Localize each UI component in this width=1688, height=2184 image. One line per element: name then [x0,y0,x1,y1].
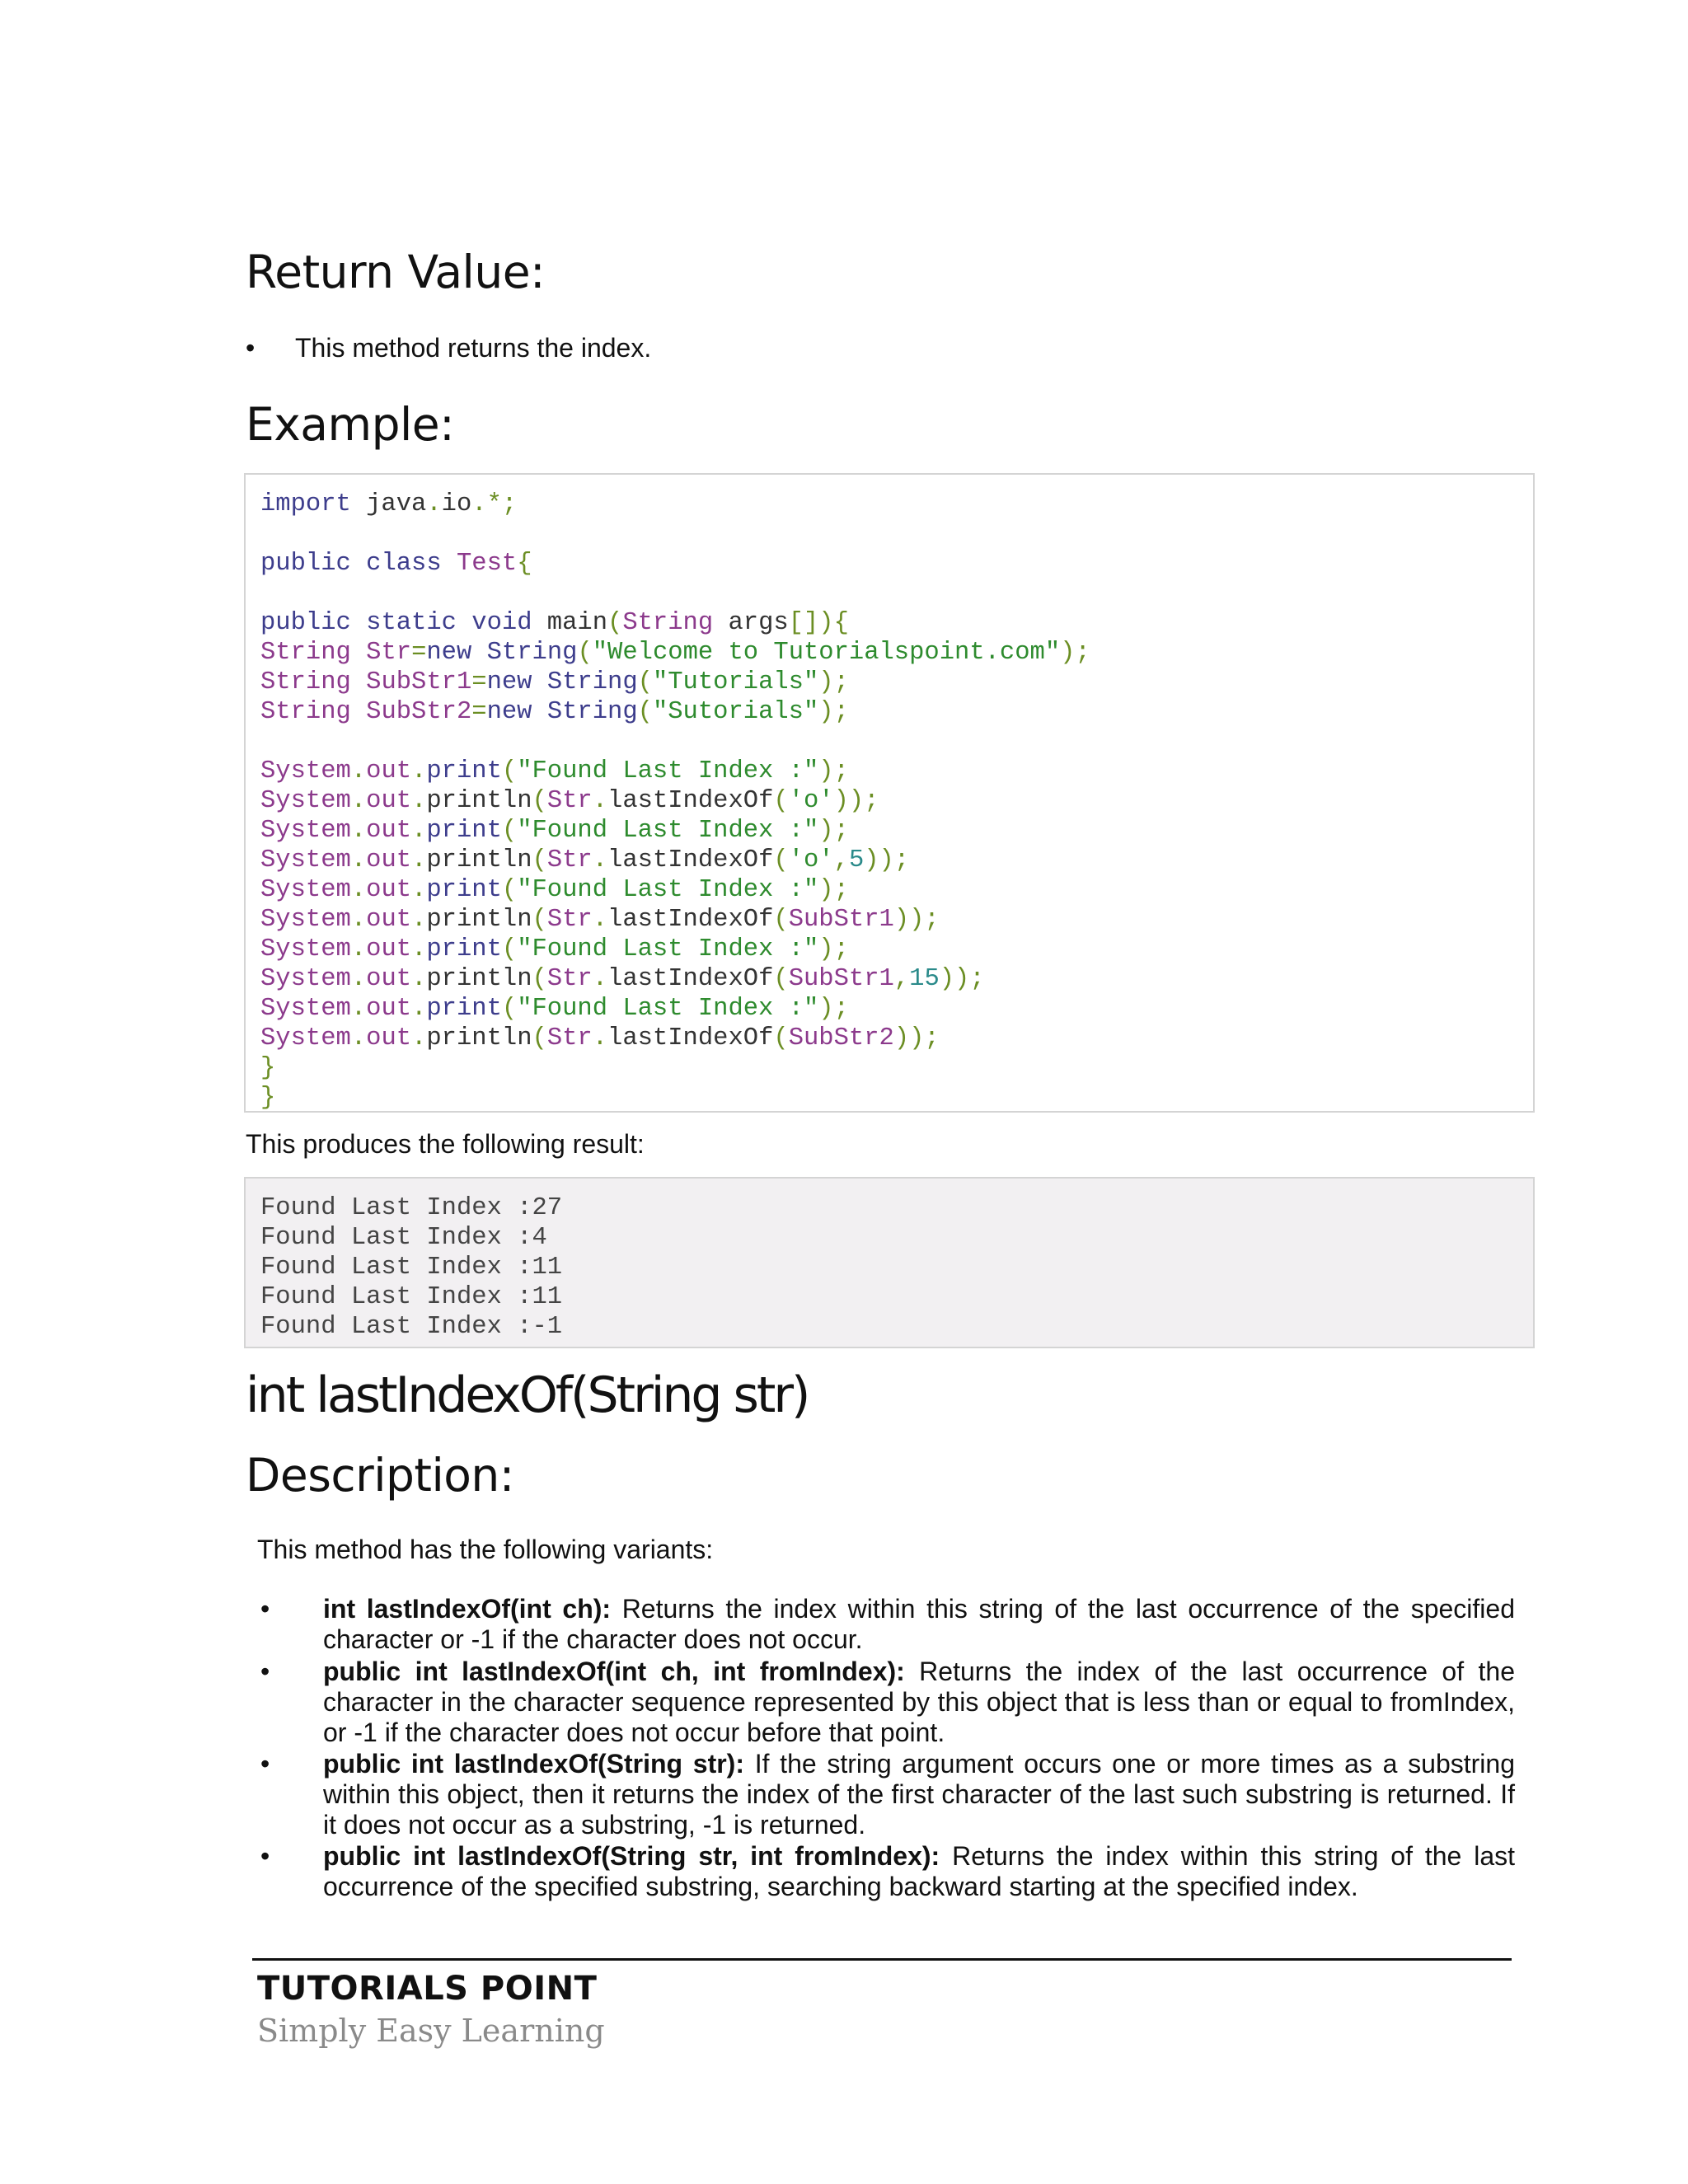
code-token: "Found Last Index :" [517,995,819,1023]
code-token: Str [366,639,412,667]
code-token: ( [773,1024,789,1052]
code-token: ( [577,639,593,667]
code-token: ); [818,876,849,904]
variant-description: Returns the index within this string of the last occurrence of the specified substring, searching backward starting at the specified index. [323,1841,1516,1901]
code-token: System [260,757,351,785]
code-token: . [350,876,367,904]
code-token: print [426,935,502,963]
code-token [442,550,457,578]
code-token: . [350,846,367,874]
result-line: Found Last Index :4 [260,1224,547,1252]
return-bullet-text: This method returns the index. [295,333,652,363]
code-token: . [350,965,367,993]
code-token: "Found Last Index :" [517,757,819,785]
code-token: import [260,490,351,518]
code-line [260,697,1533,727]
code-token: . [350,817,367,845]
variant-signature: int lastIndexOf(int ch): [323,1594,612,1624]
code-token: out [366,906,412,934]
code-token: ( [773,787,789,815]
footer-brand: TUTORIALS POINT [257,1970,598,2008]
code-token: out [366,787,412,815]
code-token: ); [818,757,849,785]
code-token: , [893,965,910,993]
code-token: . [411,906,427,934]
code-token: ( [637,668,653,696]
code-token: void [471,609,532,637]
code-token: "Found Last Index :" [517,935,819,963]
code-token: 15 [909,965,940,993]
code-token: . [411,787,427,815]
code-token: . [350,787,367,815]
code-token: )); [893,906,940,934]
code-token: , [833,846,849,874]
code-token [471,639,486,667]
code-token: String [260,698,351,726]
code-token: ( [532,965,547,993]
code-token: out [366,846,412,874]
return-bullet [246,333,652,363]
bullet-dot: • [260,1841,270,1871]
code-token: ); [1060,639,1090,667]
code-token: ( [773,906,789,934]
variant-item [323,1657,1515,1748]
code-token: "Found Last Index :" [517,876,819,904]
code-line [260,935,1533,964]
code-token: = [471,668,487,696]
code-token: System [260,787,351,815]
code-token: System [260,817,351,845]
code-token: io [441,490,472,518]
code-token: } [260,1054,276,1082]
code-token: . [592,846,608,874]
code-token: System [260,935,351,963]
code-line [260,608,1533,638]
code-token: out [366,876,412,904]
code-line [260,668,1533,697]
code-token: lastIndexOf [607,1024,774,1052]
code-token: )); [833,787,879,815]
code-line [260,638,1533,668]
code-token: . [411,995,427,1023]
code-line [260,757,1533,786]
code-token: . [350,906,367,934]
code-token: . [411,757,427,785]
code-token: ( [501,995,518,1023]
code-token: print [426,995,502,1023]
code-token [351,698,366,726]
code-token: )); [893,1024,940,1052]
variant-signature: public int lastIndexOf(String str, int fromIndex): [323,1841,940,1871]
code-token: SubStr1 [366,668,472,696]
code-token: Test [456,550,518,578]
code-line [260,727,1533,757]
code-token: . [411,817,427,845]
code-token: new [486,668,532,696]
code-token: public [260,550,351,578]
result-line: Found Last Index :11 [260,1283,563,1311]
code-token: . [411,965,427,993]
code-token: . [411,935,427,963]
variant-item [323,1749,1515,1840]
code-token: . [411,846,427,874]
code-token: = [471,698,487,726]
code-token: ( [637,698,653,726]
code-token: ( [532,787,547,815]
code-token: "Tutorials" [652,668,819,696]
code-token: print [426,757,502,785]
code-token: ( [501,757,518,785]
code-token: "Sutorials" [652,698,819,726]
result-block [244,1177,1535,1348]
code-token [532,698,547,726]
code-token: ( [501,935,518,963]
code-token: println [426,787,532,815]
code-token: String [486,639,578,667]
result-line: Found Last Index :-1 [260,1313,563,1341]
variant-description: Returns the index within this string of the last occurrence of the specified character or -1 if the character does not occur. [323,1594,1515,1654]
code-token: println [426,846,532,874]
code-token [457,609,471,637]
code-token: "Welcome to Tutorialspoint.com" [592,639,1061,667]
code-token: Str [546,965,593,993]
code-token: String [622,609,714,637]
code-token: lastIndexOf [607,965,774,993]
code-token: out [366,965,412,993]
code-token: Str [546,787,593,815]
code-token [351,550,366,578]
code-token: ); [818,817,849,845]
code-token: = [411,639,427,667]
code-token: 'o' [788,846,834,874]
code-token: String [546,698,638,726]
footer-rule [252,1958,1512,1961]
code-token: ); [818,935,849,963]
section-heading-return-value: Return Value: [246,246,546,298]
variant-description: Returns the index of the last occurrence of the character in the character sequence represented by this object that is less than or equal to fromIndex, or -1 if the character does not occur before that point. [323,1657,1516,1747]
variant-item [323,1594,1515,1655]
bullet-dot: • [260,1594,270,1624]
code-token: . [411,1024,427,1052]
code-token [351,668,366,696]
code-token: []){ [788,609,849,637]
code-token: . [426,490,442,518]
code-token: SubStr1 [788,906,894,934]
code-token: ( [532,846,547,874]
result-line: Found Last Index :11 [260,1254,563,1282]
variant-signature: public int lastIndexOf(String str): [323,1749,744,1779]
bullet-dot: • [260,1749,270,1779]
code-token: . [350,1024,367,1052]
code-token: lastIndexOf [607,846,774,874]
code-line [260,846,1533,875]
code-token: . [592,787,608,815]
code-token: print [426,876,502,904]
code-token: )); [864,846,910,874]
code-token: System [260,965,351,993]
code-line [260,816,1533,846]
code-token: Str [546,1024,593,1052]
code-token: lastIndexOf [607,906,774,934]
code-token: ( [532,1024,547,1052]
code-token: . [592,906,608,934]
footer-tagline: Simply Easy Learning [257,2013,605,2049]
code-token: . [350,757,367,785]
variant-signature: public int lastIndexOf(int ch, int fromIndex): [323,1657,905,1686]
code-token: . [411,876,427,904]
result-line: Found Last Index :27 [260,1194,563,1222]
code-line [260,549,1533,579]
code-token: System [260,995,351,1023]
code-block [244,473,1535,1113]
code-token [351,639,366,667]
code-token: static [366,609,457,637]
code-line [260,875,1533,905]
code-token: new [486,698,532,726]
code-token [351,609,366,637]
code-token: 5 [848,846,865,874]
code-token: SubStr2 [788,1024,894,1052]
code-line [260,1053,1533,1083]
code-line [260,786,1533,816]
code-token: Str [546,846,593,874]
code-token: ( [607,609,623,637]
code-token: 'o' [788,787,834,815]
result-intro: This produces the following result: [246,1129,645,1159]
code-token: System [260,1024,351,1052]
code-token: print [426,817,502,845]
description-intro: This method has the following variants: [257,1535,714,1564]
code-token: } [260,1084,276,1112]
code-token: . [350,935,367,963]
code-token: ( [532,906,547,934]
code-token: .*; [471,490,518,518]
code-token: System [260,906,351,934]
section-heading-example: Example: [246,398,455,451]
code-token: . [592,1024,608,1052]
code-line [260,1024,1533,1053]
code-line [260,964,1533,994]
bullet-dot: • [260,1657,270,1686]
code-token: ( [501,876,518,904]
code-token: lastIndexOf [607,787,774,815]
code-token: ( [773,846,789,874]
code-token: new [426,639,472,667]
code-token: class [366,550,442,578]
code-token: out [366,935,412,963]
code-token: ( [501,817,518,845]
code-line [260,490,1533,519]
code-token: println [426,906,532,934]
code-token: args [713,609,789,637]
code-token: out [366,817,412,845]
code-token: Str [546,906,593,934]
variant-description: If the string argument occurs one or more times as a substring within this object, then it returns the index of the first character of the last such substring is returned. If it does not occur as a substring, -1 is returned. [323,1749,1516,1840]
code-token: out [366,1024,412,1052]
code-token: . [350,995,367,1023]
code-token: java [350,490,427,518]
section-heading-description: Description: [246,1449,514,1502]
code-token: System [260,876,351,904]
bullet-dot: • [246,333,256,363]
code-token: . [592,965,608,993]
code-line [260,905,1533,935]
code-token: )); [939,965,985,993]
code-token: main [532,609,608,637]
code-token: out [366,757,412,785]
code-token: SubStr2 [366,698,472,726]
code-line [260,994,1533,1024]
code-token: System [260,846,351,874]
code-line [260,1083,1533,1113]
code-token: println [426,965,532,993]
code-token: ); [818,668,849,696]
code-token: public [260,609,351,637]
code-token: ); [818,995,849,1023]
code-token: ( [773,965,789,993]
method-heading: int lastIndexOf(String str) [246,1366,809,1424]
code-token: ); [818,698,849,726]
code-line [260,519,1533,549]
code-token: out [366,995,412,1023]
code-token: String [260,668,351,696]
code-token: SubStr1 [788,965,894,993]
code-token: { [517,550,532,578]
code-token [532,668,547,696]
code-token: "Found Last Index :" [517,817,819,845]
code-token: String [546,668,638,696]
code-token: String [260,639,351,667]
code-token: println [426,1024,532,1052]
code-line [260,579,1533,608]
variant-item [323,1841,1515,1902]
